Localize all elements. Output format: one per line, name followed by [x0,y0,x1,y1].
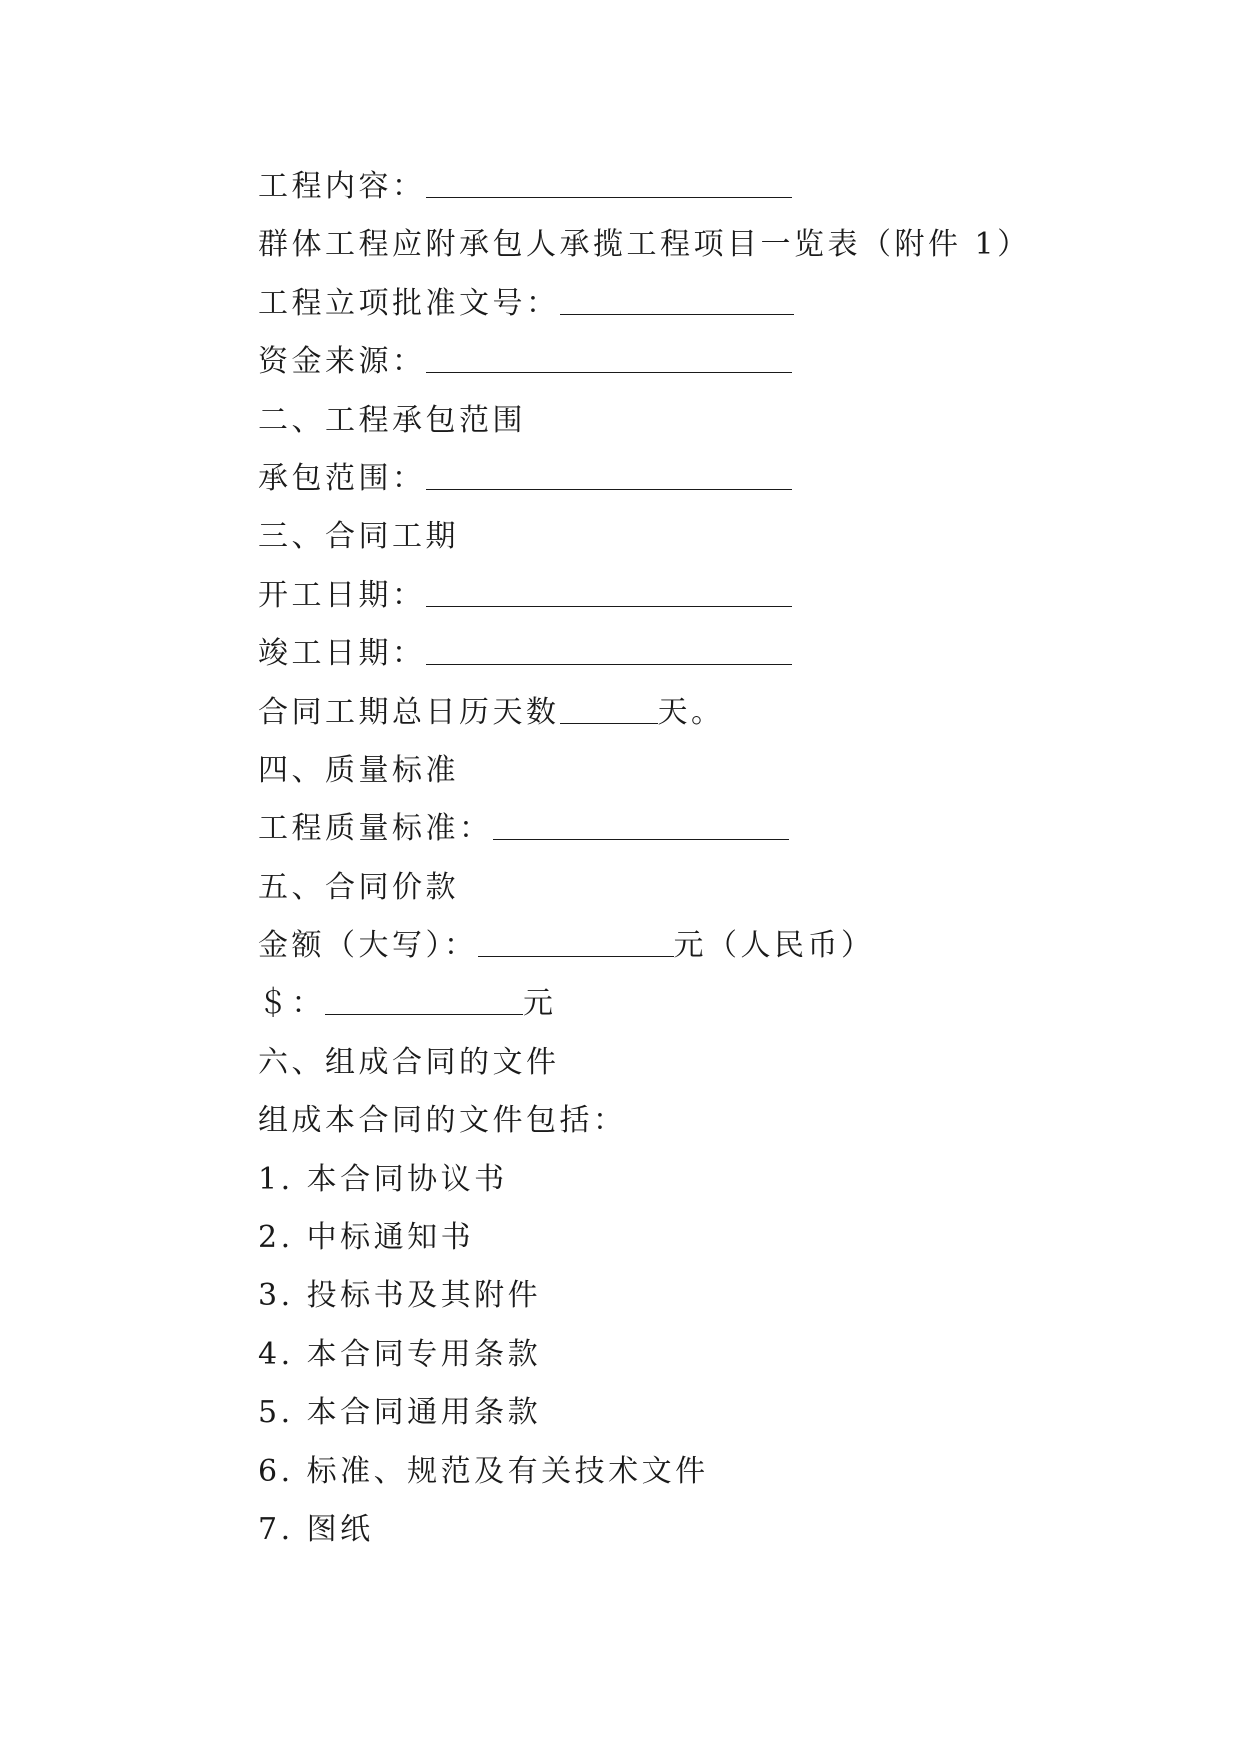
total-days-label: 合同工期总日历天数 [258,694,560,730]
completion-date-row [258,625,1158,683]
section-price-heading [258,859,1158,917]
list-item [258,1326,1158,1384]
fund-source-row [258,333,1158,391]
list-item [258,1151,1158,1209]
list-item-text: 7. 图纸 [258,1511,374,1547]
scope-blank [426,453,792,490]
section-period-title: 三、合同工期 [258,519,459,555]
section-period-heading [258,508,1158,566]
section-documents-title: 六、组成合同的文件 [258,1044,560,1080]
project-content-blank [426,161,792,198]
project-content-row [258,158,1158,216]
list-item [258,1384,1158,1442]
total-days-row [258,684,1158,742]
list-item [258,1443,1158,1501]
amount-words-unit: 元（人民币） [673,928,875,964]
amount-words-blank [478,920,674,957]
section-price-title: 五、合同价款 [258,869,459,905]
amount-dollar-row [258,975,1158,1033]
list-item [258,1267,1158,1325]
start-date-label: 开工日期： [258,577,426,613]
scope-label: 承包范围： [258,460,426,496]
section-documents-heading [258,1034,1158,1092]
list-item-text: 6. 标准、规范及有关技术文件 [258,1453,709,1489]
documents-intro-text: 组成本合同的文件包括： [258,1103,627,1139]
list-item [258,1501,1158,1559]
fund-source-label: 资金来源： [258,344,426,380]
amount-words-row [258,917,1158,975]
list-item-text: 2. 中标通知书 [258,1220,475,1256]
approval-number-blank [560,278,794,315]
amount-dollar-blank [325,978,523,1015]
section-scope-heading [258,392,1158,450]
list-item [258,1209,1158,1267]
approval-number-row [258,275,1158,333]
section-quality-title: 四、质量标准 [258,752,459,788]
section-scope-title: 二、工程承包范围 [258,402,526,438]
documents-intro [258,1092,1158,1150]
amount-dollar-unit: 元 [523,986,557,1022]
list-item-text: 4. 本合同专用条款 [258,1336,542,1372]
contract-body [258,158,1158,1559]
approval-number-label: 工程立项批准文号： [258,285,560,321]
group-project-note [258,216,1158,274]
amount-words-label: 金额（大写）： [258,928,478,964]
quality-standard-label: 工程质量标准： [258,811,493,847]
start-date-blank [426,570,792,607]
quality-standard-row [258,800,1158,858]
list-item-text: 1. 本合同协议书 [258,1161,508,1197]
scope-row [258,450,1158,508]
fund-source-blank [426,336,792,373]
list-item-text: 5. 本合同通用条款 [258,1395,542,1431]
list-item-text: 3. 投标书及其附件 [258,1278,542,1314]
total-days-unit: 天。 [657,694,725,730]
completion-date-label: 竣工日期： [258,636,426,672]
quality-standard-blank [493,803,789,840]
total-days-blank [560,687,658,724]
start-date-row [258,567,1158,625]
group-project-note-text: 群体工程应附承包人承揽工程项目一览表（附件 1） [258,227,1031,263]
section-quality-heading [258,742,1158,800]
completion-date-blank [426,628,792,665]
amount-dollar-label: ＄： [258,986,325,1022]
project-content-label: 工程内容： [258,169,426,204]
